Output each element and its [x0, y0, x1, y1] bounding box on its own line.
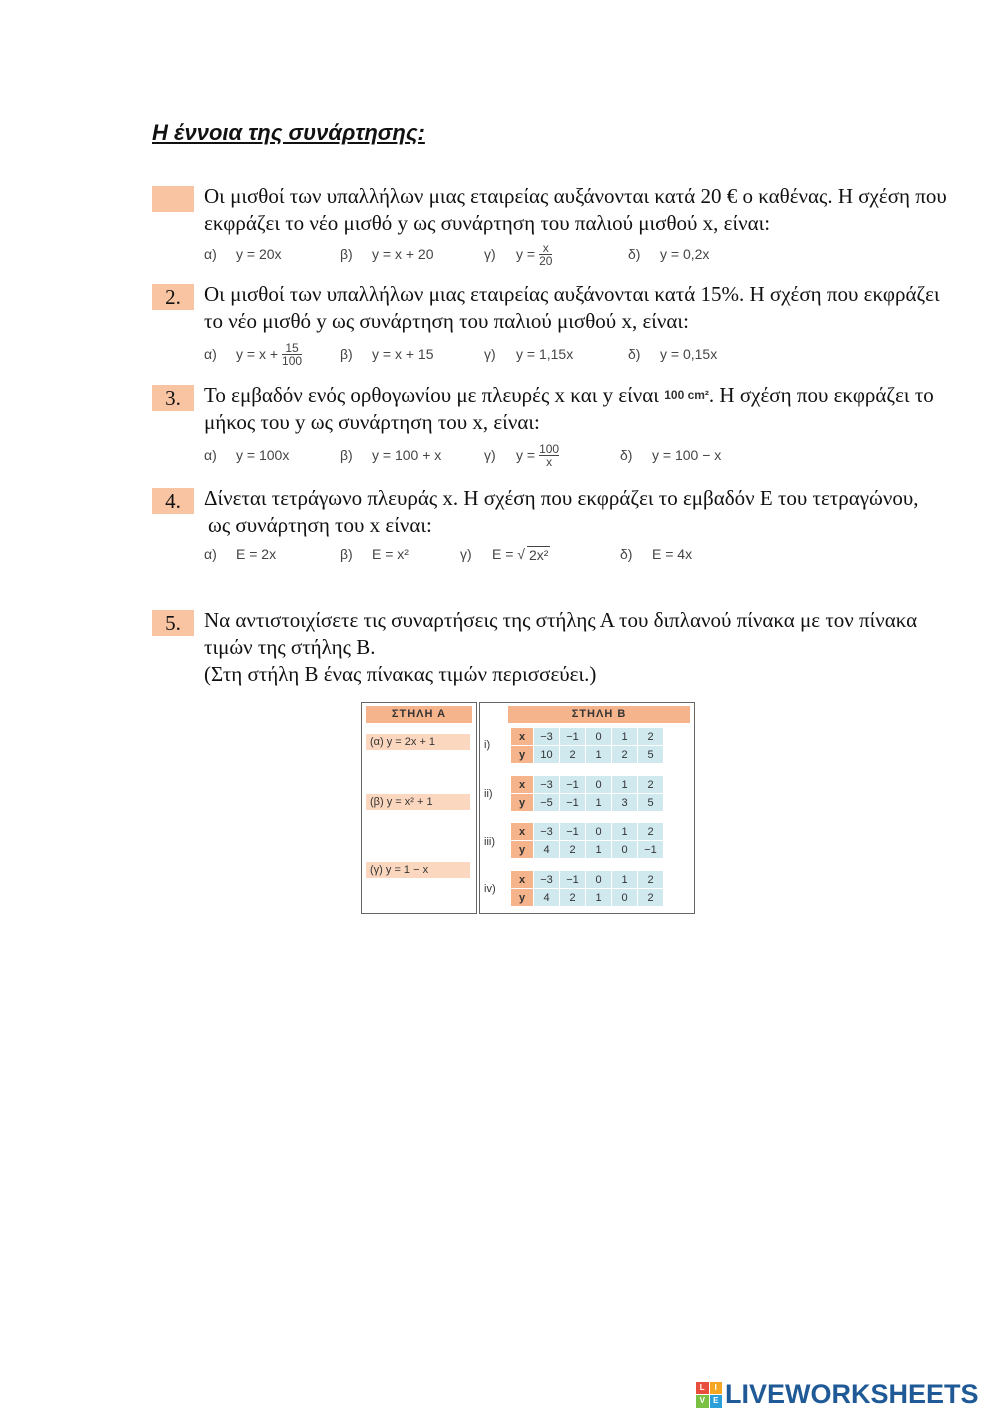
question-number — [152, 186, 194, 212]
question-note: (Στη στήλη Β ένας πίνακας τιμών περισσεύει.) — [204, 662, 597, 686]
table-label: iii) — [484, 836, 495, 848]
option-d[interactable]: δ) y = 100 − x — [620, 447, 722, 463]
column-a-header: ΣΤΗΛΗ Α — [366, 706, 472, 723]
question-1 — [152, 183, 952, 267]
value-table-iv[interactable]: x −3 −1 0 1 2 y 4 2 1 0 2 — [510, 870, 664, 907]
value-table-iii[interactable]: x −3 −1 0 1 2 y 4 2 1 0 −1 — [510, 822, 664, 859]
question-number: 2. — [152, 284, 194, 310]
option-b[interactable]: β) y = 100 + x — [340, 447, 442, 463]
question-number: 4. — [152, 488, 194, 514]
function-a[interactable]: (α) y = 2x + 1 — [366, 734, 470, 750]
option-a[interactable]: α) y = 20x — [204, 246, 282, 262]
question-4 — [152, 485, 952, 567]
option-d[interactable]: δ) E = 4x — [620, 546, 693, 562]
option-a[interactable]: α) y = x + $\frac{15}{100}$ — [204, 340, 303, 368]
matching-tables — [361, 702, 695, 914]
option-b[interactable]: β) y = x + 20 — [340, 246, 434, 262]
fraction: $\frac{100}{x}$ — [539, 441, 560, 469]
option-a[interactable]: α) y = 100x — [204, 447, 290, 463]
value-table-i[interactable]: x −3 −1 0 1 2 y 10 2 1 2 5 — [510, 727, 664, 764]
value-table-ii[interactable]: x −3 −1 0 1 2 y −5 −1 1 3 5 — [510, 775, 664, 812]
function-b[interactable]: (β) y = x² + 1 — [366, 794, 470, 810]
table-label: iv) — [484, 883, 496, 895]
question-text: Να αντιστοιχίσετε τις συναρτήσεις της στήλης Α του διπλανού πίνακα με τον πίνακα τιμών της στήλης Β. — [204, 608, 918, 659]
fraction: $\frac{x}{20}$ — [539, 240, 553, 268]
answer-options — [204, 442, 952, 468]
question-text-line2: ως συνάρτηση του x είναι: — [208, 513, 432, 537]
column-b-header: ΣΤΗΛΗ Β — [508, 706, 690, 723]
question-5 — [152, 607, 952, 688]
question-text: Οι μισθοί των υπαλλήλων μιας εταιρείας αυξάνονται κατά 15%. Η σχέση που εκφράζει το νέο μισθό y ως συνάρτηση του παλιού μισθού x, είναι: — [204, 282, 940, 333]
option-c[interactable]: γ) y = $\frac{x}{20}$ — [484, 240, 553, 268]
liveworksheets-logo[interactable] — [696, 1379, 979, 1410]
question-number: 3. — [152, 385, 194, 411]
brand-name: LIVEWORKSHEETS — [725, 1379, 979, 1409]
answer-options — [204, 241, 952, 267]
question-text: Δίνεται τετράγωνο πλευράς x. Η σχέση που εκφράζει το εμβαδόν Ε του τετραγώνου, — [204, 486, 919, 510]
question-2 — [152, 281, 952, 367]
area-value: 100 cm² — [664, 388, 709, 402]
option-b[interactable]: β) E = x² — [340, 546, 409, 562]
option-d[interactable]: δ) y = 0,2x — [628, 246, 710, 262]
question-text: Το εμβαδόν ενός ορθογωνίου με πλευρές x και y είναι $^{100 cm^2}$. Η σχέση που εκφράζει το μήκος του y ως συνάρτηση του x, είναι: — [204, 383, 934, 434]
option-c[interactable]: γ) E = √ 2x² — [460, 546, 549, 563]
option-c[interactable]: γ) y = 1,15x — [484, 346, 574, 362]
answer-options — [204, 541, 952, 567]
question-3 — [152, 382, 952, 468]
option-d[interactable]: δ) y = 0,15x — [628, 346, 718, 362]
page-title: Η έννοια της συνάρτησης: — [152, 120, 425, 145]
option-a[interactable]: α) E = 2x — [204, 546, 277, 562]
column-b — [479, 702, 695, 914]
table-label: ii) — [484, 788, 493, 800]
liveworksheets-mark-icon: L I V E — [696, 1382, 722, 1408]
question-number: 5. — [152, 610, 194, 636]
question-text: Οι μισθοί των υπαλλήλων μιας εταιρείας αυξάνονται κατά 20 € ο καθένας. Η σχέση που εκφράζει το νέο μισθό y ως συνάρτηση του παλιού μισθού x, είναι: — [204, 184, 947, 235]
option-c[interactable]: γ) y = $\frac{100}{x}$ — [484, 441, 560, 469]
function-c[interactable]: (γ) y = 1 − x — [366, 862, 470, 878]
option-b[interactable]: β) y = x + 15 — [340, 346, 434, 362]
table-label: i) — [484, 739, 491, 751]
column-a — [361, 702, 477, 914]
answer-options — [204, 341, 952, 367]
fraction: $\frac{15}{100}$ — [282, 340, 303, 368]
